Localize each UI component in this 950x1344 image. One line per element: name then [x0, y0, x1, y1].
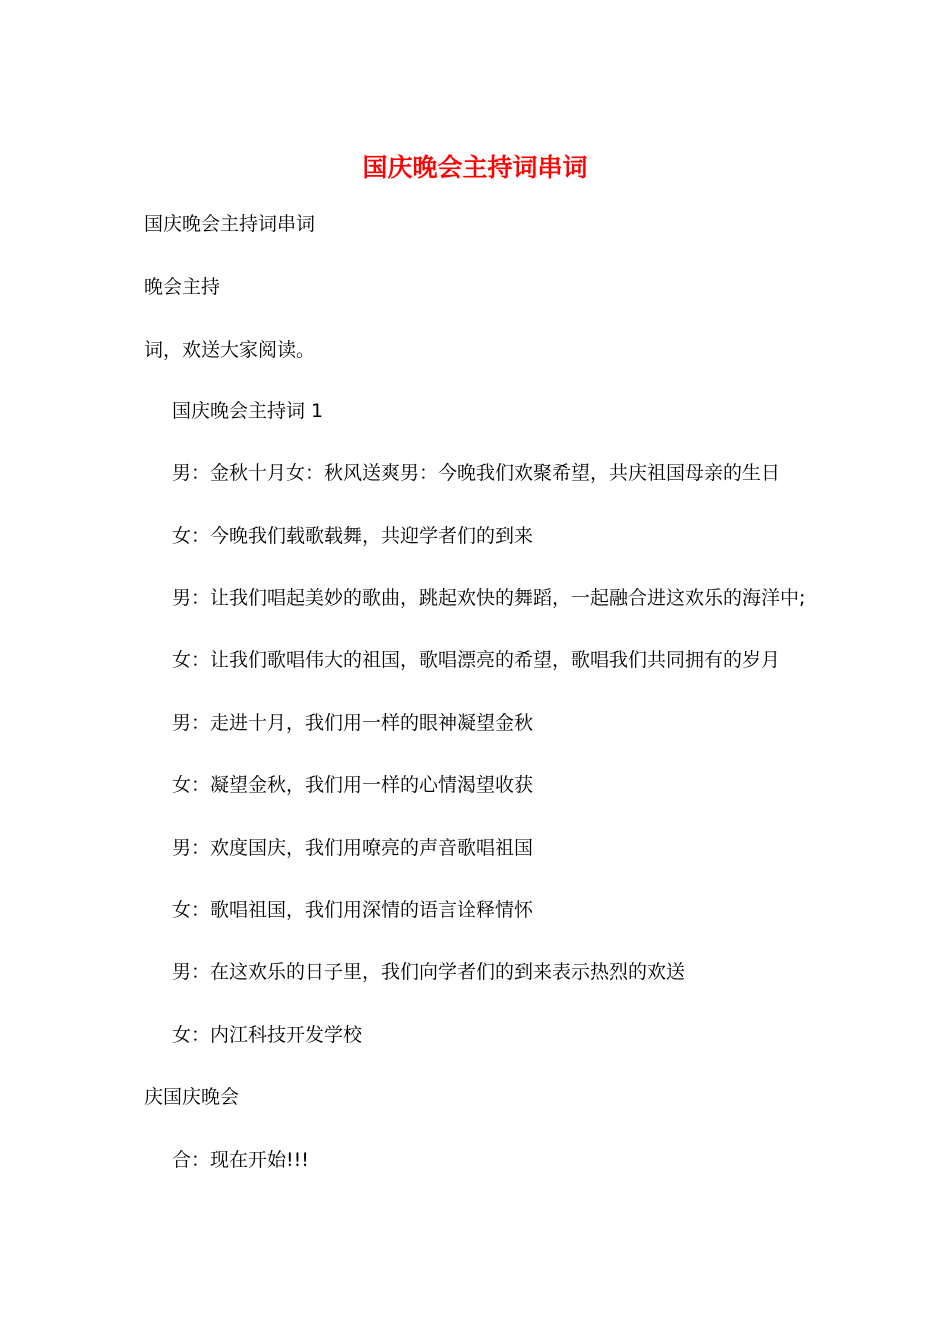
text-line: 词，欢送大家阅读。	[144, 339, 316, 361]
text-line: 国庆晚会主持词串词	[144, 213, 316, 235]
text-line: 合：现在开始!!!	[172, 1149, 309, 1171]
text-line: 男：金秋十月女：秋风送爽男：今晚我们欢聚希望，共庆祖国母亲的生日	[172, 462, 781, 484]
text-line: 男：让我们唱起美妙的歌曲，跳起欢快的舞蹈，一起融合进这欢乐的海洋中;	[172, 587, 806, 609]
text-line: 国庆晚会主持词 1	[172, 400, 324, 422]
text-line: 男：欢度国庆，我们用嘹亮的声音歌唱祖国	[172, 837, 534, 859]
text-line: 女：凝望金秋，我们用一样的心情渴望收获	[172, 774, 534, 796]
text-line: 男：在这欢乐的日子里，我们向学者们的到来表示热烈的欢送	[172, 961, 686, 983]
text-line: 女：今晚我们载歌载舞，共迎学者们的到来	[172, 525, 534, 547]
document-title: 国庆晚会主持词串词	[362, 153, 588, 182]
text-line: 女：歌唱祖国，我们用深情的语言诠释情怀	[172, 899, 534, 921]
text-line: 庆国庆晚会	[144, 1086, 240, 1108]
text-line: 女：让我们歌唱伟大的祖国，歌唱漂亮的希望，歌唱我们共同拥有的岁月	[172, 649, 781, 671]
text-line: 男：走进十月，我们用一样的眼神凝望金秋	[172, 712, 534, 734]
text-line: 晚会主持	[144, 276, 221, 298]
text-line: 女：内江科技开发学校	[172, 1024, 363, 1046]
